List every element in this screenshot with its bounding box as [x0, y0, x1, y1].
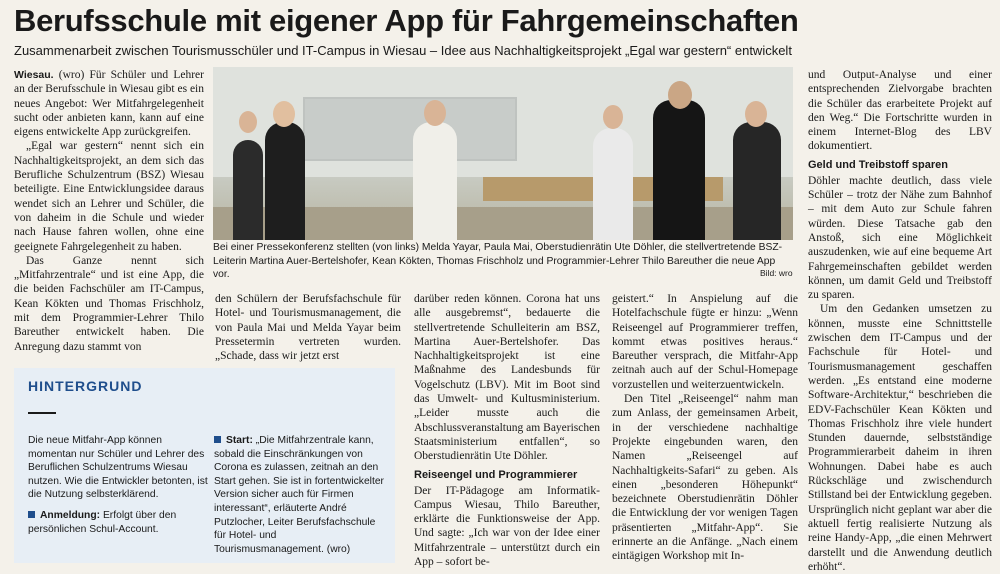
dateline: Wiesau. [14, 69, 54, 81]
subhead: Zusammenarbeit zwischen Tourismusschüler und IT-Campus in Wiesau – Idee aus Nachhaltigkeitsprojekt „Egal war gestern“ entwickelt [14, 43, 792, 58]
press-photo [213, 67, 793, 240]
background-box [14, 368, 395, 563]
paragraph: geistert.“ In Anspielung auf die Hotelfachschule fügte er hinzu: „Wenn Reiseengel auf Programmierer treffen, kommt etwas positives heraus.“ Bareuther versprach, die Mitfahr-App zeitnah auch auf der Schul-Homepage vorzustellen und weiterzuentwickeln. [612, 293, 798, 391]
paragraph: Wiesau. (wro) Für Schüler und Lehrer an der Berufsschule in Wiesau gibt es ein neues Angebot: Wer Mitfahrgelegenheit sucht oder anbieten kann, kann auf eine eigens entwickelte App zurückgreifen. [14, 69, 204, 139]
paragraph: Um den Gedanken umsetzen zu können, musste eine Schnittstelle zwischen dem IT-Campus und der Fachschule für Hotel- und Tourismusmanagement geschaffen werden. „Es entstand eine moderne Software-Architektur,“ beschrieben die EDV-Fachschüler Kean Kökten und Thomas Frischholz ihre viele hundert Stunden dauernde, selbstständige Programmierarbeit daheim in ihren Wohnungen. Dabei habe es auch Rückschläge und zwischendurch Stillstand bei der Entwicklung gegeben. Ursprünglich nicht geplant war aber die aktuell fertig realisierte Nutzung als reine Handy-App, „die einen Mehrwert darstellt und die Anwendung deutlich erhöht“. [808, 303, 992, 573]
article-column-1 [14, 68, 204, 366]
paragraph: Der IT-Pädagoge am Informatik-Campus Wiesau, Thilo Bareuther, erklärte die Funktionsweise der App. Und sagte: „Ich war von der Idee einer Mitfahrzentrale – unterstützt durch ein App – sofort be- [414, 484, 600, 569]
article-column-4 [612, 292, 798, 563]
paragraph: Das Ganze nennt sich „Mitfahrzentrale“ und ist eine App, die die beiden Fachschüler am IT-Campus, Kean Kökten und Thomas Frischholz, mit dem Programmier-Lehrer Thilo Bareuther entwickelt haben. Die Anregung dazu stammt von [14, 254, 204, 353]
paragraph: Döhler machte deutlich, dass viele Schüler – trotz der Nähe zum Bahnhof – mit dem Auto zur Schule fahren würden. Diese Tatsache gab den Anstoß, sich eine Möglichkeit auszudenken, wie auf eine bequeme Art Fahrgemeinschaften gebildet werden können, um damit Geld und Treibstoff zu sparen. [808, 174, 992, 302]
bullet-square-icon [214, 436, 221, 443]
title-rule [28, 412, 56, 414]
article-column-5 [808, 68, 992, 573]
box-title: HINTERGRUND [28, 378, 143, 394]
photo-caption: Bei einer Pressekonferenz stellten (von links) Melda Yayar, Paula Mai, Oberstudienrätin Ute Döhler, die stellvertretende BSZ-Leiterin Martina Auer-Bertelshofer, Kean Kökten, Thomas Frischholz und Programmier-Lehrer Thilo Bareuther die neue App vor. [213, 242, 783, 280]
paragraph: „Egal war gestern“ nennt sich ein Nachhaltigkeitsprojekt, an dem sich das Berufliche Schulzentrum (BSZ) Wiesau beteiligte. Eine Entwicklungsidee daraus wendet sich an Lehrer und Schüler, die von daheim in die Schule und wieder nach Hause fahren wollen, ohne eine geeignete Fahrgelegenheit zu haben. [14, 140, 204, 253]
paragraph: darüber reden können. Corona hat uns alle ausgebremst“, bedauerte die stellvertretende Schulleiterin am BSZ, Martina Auer-Bertelshofer. Das Nachhaltigkeitsprojekt ist eine Maßnahme des Landesbunds für Vogelschutz (LBV). Mit im Boot sind das Umwelt- und Kultusministerium. „Leider musste auch die Abschlussveranstaltung am Bayerischen Staatsministerium entfallen“, so Oberstudienrätin Ute Döhler. [414, 293, 600, 463]
box-intro: Die neue Mitfahr-App können momentan nur Schüler und Lehrer des Beruflichen Schulzentrums Wiesau nutzen. Wie die Entwickler betonten, ist die Nutzung selbsterklärend. [28, 435, 208, 501]
paragraph: und Output-Analyse und einer entsprechenden Zielvorgabe brachten die Schüler das erarbeitete Projekt auf den Weg.“ Die Fortschritte wurden in einem Internet-Blog des LBV dokumentiert. [808, 69, 992, 153]
subheading: Geld und Treibstoff sparen [808, 158, 948, 171]
box-column-right: Start: „Die Mitfahrzentrale kann, sobald die Einschränkungen von Corona es zulassen, zeitnah an den Start gehen. Sie ist in fortentwickelter Version sicher auch für Firmen interessant“, erläuterte André Putzlocher, Leiter Berufsfachschule für Hotel- und Tourismusmanagement. (wro) [214, 435, 384, 555]
subheading: Reiseengel und Programmierer [414, 468, 578, 481]
box-item-anmeldung: Anmeldung: Erfolgt über den persönlichen Schul-Account. [28, 509, 177, 535]
bullet-square-icon [28, 511, 35, 518]
article-column-3 [414, 292, 600, 569]
article-column-2 [215, 292, 401, 363]
headline: Berufsschule mit eigener App für Fahrgemeinschaften [14, 3, 799, 38]
paragraph: den Schülern der Berufsfachschule für Hotel- und Tourismusmanagement, die von Paula Mai und Melda Yayar beim Pressetermin vertreten wurden. „Schade, dass wir jetzt erst [215, 293, 401, 363]
box-column-left [28, 434, 208, 536]
photo-credit: Bild: wro [760, 268, 793, 278]
paragraph: Den Titel „Reiseengel“ nahm man zum Anlass, der gemeinsamen Arbeit, in der verschiedene nachhaltige Projekte eingebunden waren, den Namen „Reiseengel auf Nachhaltigkeits-Safari“ zu geben. Als einen „besonderen Höhepunkt“ bezeichnete Oberstudienrätin Döhler die Entwicklung der vor wenigen Tagen präsentierten „Mitfahr-App“. Sie erinnerte an die Anfänge. „Nach einem eintägigen Workshop mit In- [612, 393, 798, 563]
